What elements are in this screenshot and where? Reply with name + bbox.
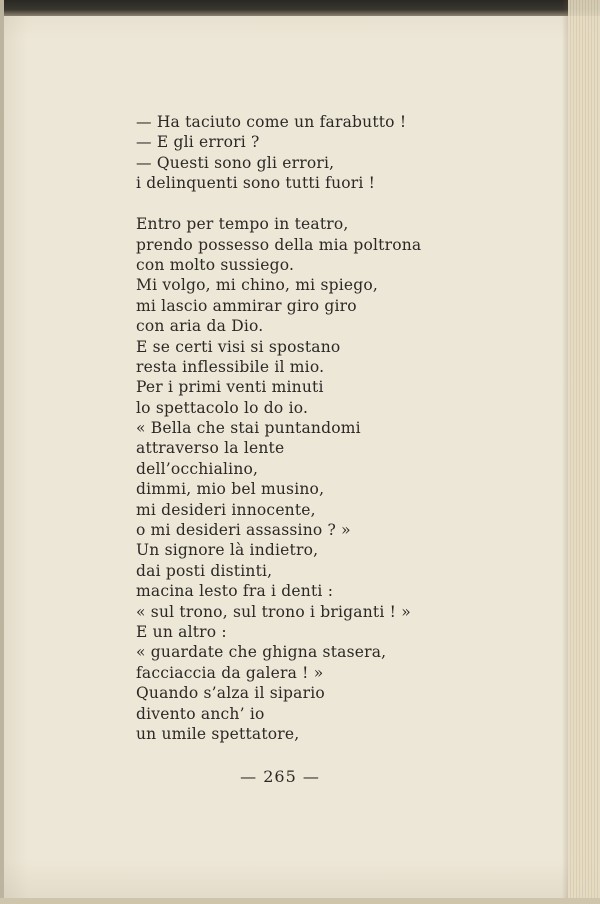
poem-line: « sul trono, sul trono i briganti ! » <box>136 602 411 621</box>
poem-line: dai posti distinti, <box>136 561 273 580</box>
poem-line: dell’occhialino, <box>136 459 259 478</box>
poem-line: Entro per tempo in teatro, <box>136 215 349 234</box>
poem-line: attraverso la lente <box>136 439 285 458</box>
poem-line: « Bella che stai puntandomi <box>136 419 361 438</box>
poem-line: — Questi sono gli errori, <box>136 153 335 172</box>
poem-line: — Ha taciuto come un farabutto ! <box>136 113 407 131</box>
poem-line: un umile spettatore, <box>136 724 300 743</box>
poem-line: Quando s’alza il sipario <box>136 684 325 703</box>
page-fore-edge <box>568 0 600 904</box>
poem-line: E un altro : <box>136 622 227 641</box>
poem-line: E se certi visi si spostano <box>136 337 341 356</box>
poem-line: o mi desideri assassino ? » <box>136 521 351 540</box>
poem-line: prendo possesso della mia poltrona <box>136 235 422 254</box>
stanza <box>136 214 436 744</box>
poem-line: mi desideri innocente, <box>136 500 316 519</box>
poem-text <box>136 112 436 744</box>
poem-line: Mi volgo, mi chino, mi spiego, <box>136 276 379 295</box>
poem-line: — E gli errori ? <box>136 133 260 152</box>
poem-line: Un signore là indietro, <box>136 541 319 560</box>
poem-line: i delinquenti sono tutti fuori ! <box>136 174 376 193</box>
page-bottom-edge <box>0 898 600 904</box>
poem-line: « guardate che ghigna stasera, <box>136 643 387 662</box>
poem-line: divento anch’ io <box>136 704 265 723</box>
poem-line: con molto sussiego. <box>136 255 295 274</box>
poem-line: con aria da Dio. <box>136 317 264 336</box>
poem-line: Per i primi venti minuti <box>136 378 324 397</box>
poem-line: dimmi, mio bel musino, <box>136 480 325 499</box>
poem-line: mi lascio ammirar giro giro <box>136 296 357 315</box>
stanza <box>136 112 436 194</box>
page-number: — 265 — <box>240 767 320 786</box>
poem-line: resta inflessibile il mio. <box>136 357 325 376</box>
page-top-edge <box>0 0 600 16</box>
poem-line: macina lesto fra i denti : <box>136 582 334 601</box>
poem-line: lo spettacolo lo do io. <box>136 398 309 417</box>
poem-line: facciaccia da galera ! » <box>136 663 324 682</box>
